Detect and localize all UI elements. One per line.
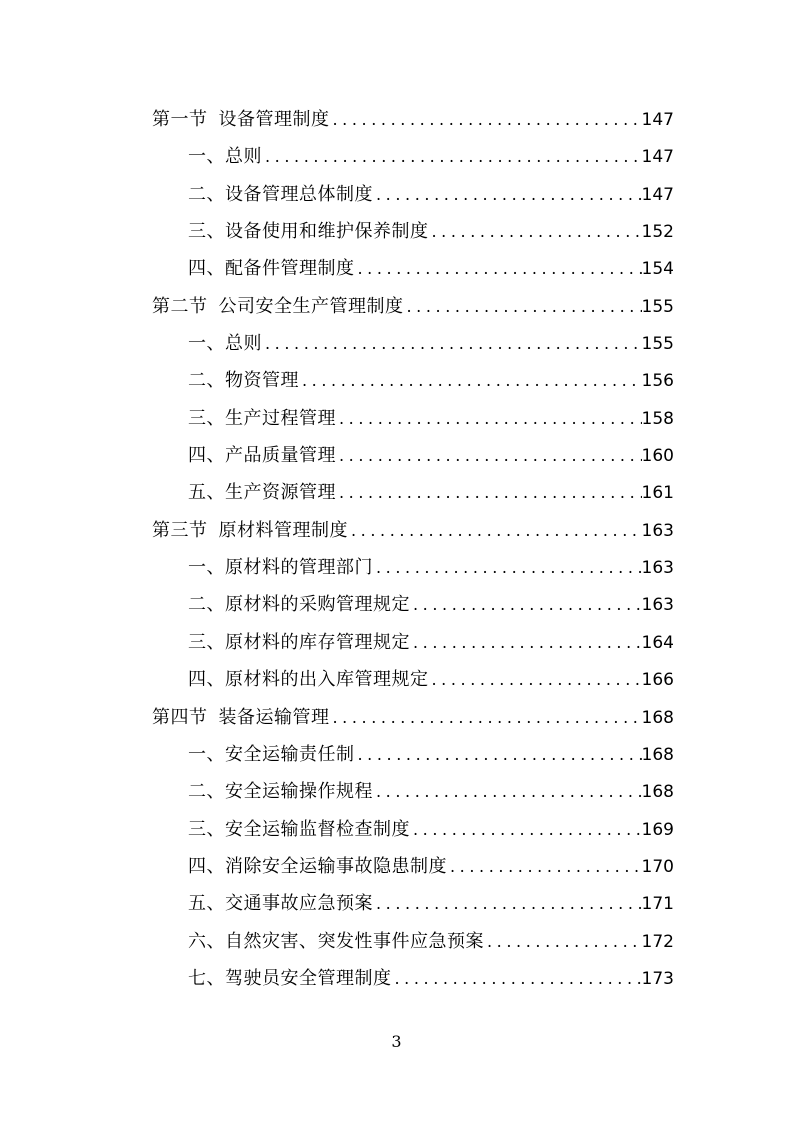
toc-entry-title: 一、安全运输责任制 — [188, 743, 355, 765]
toc-subsection-entry[interactable] — [152, 960, 674, 997]
toc-subsection-entry[interactable] — [152, 811, 674, 848]
dot-leader — [348, 512, 642, 549]
toc-subsection-entry[interactable] — [152, 586, 674, 623]
toc-entry-title: 二、物资管理 — [188, 370, 299, 392]
toc-section-entry[interactable] — [152, 288, 674, 325]
toc-subsection-entry[interactable] — [152, 400, 674, 437]
toc-entry-label — [152, 699, 330, 736]
toc-section-number: 第二节 — [152, 295, 208, 317]
dot-leader — [330, 101, 642, 138]
dot-leader — [336, 437, 642, 474]
toc-entry-title: 四、原材料的出入库管理规定 — [188, 669, 429, 691]
toc-subsection-entry[interactable] — [152, 250, 674, 287]
toc-entry-label — [152, 101, 330, 138]
toc-subsection-entry[interactable] — [152, 885, 674, 922]
toc-subsection-entry[interactable] — [152, 661, 674, 698]
toc-entry-title: 一、原材料的管理部门 — [188, 557, 373, 579]
toc-entry-title: 四、消除安全运输事故隐患制度 — [188, 855, 447, 877]
toc-section-entry[interactable] — [152, 512, 674, 549]
toc-section-number: 第四节 — [152, 706, 208, 728]
dot-leader — [429, 213, 642, 250]
toc-page-number: 173 — [641, 968, 674, 989]
toc-entry-title: 三、原材料的库存管理规定 — [188, 631, 410, 653]
toc-page-number: 161 — [641, 483, 674, 504]
dot-leader — [355, 250, 642, 287]
dot-leader — [429, 661, 642, 698]
dot-leader — [410, 586, 642, 623]
toc-page-number: 168 — [641, 782, 674, 803]
toc-page-number: 160 — [641, 446, 674, 467]
dot-leader — [484, 923, 642, 960]
toc-page-number: 147 — [641, 184, 674, 205]
toc-entry-title: 一、总则 — [188, 333, 262, 355]
dot-leader — [447, 848, 642, 885]
toc-entry-title: 五、交通事故应急预案 — [188, 893, 373, 915]
toc-page-number: 163 — [641, 520, 674, 541]
page-number: 3 — [391, 1032, 402, 1051]
toc-entry-title: 二、原材料的采购管理规定 — [188, 594, 410, 616]
toc-subsection-entry[interactable] — [152, 138, 674, 175]
toc-entry-title: 三、生产过程管理 — [188, 407, 336, 429]
toc-page-number: 168 — [641, 707, 674, 728]
toc-entry-title: 六、自然灾害、突发性事件应急预案 — [188, 930, 484, 952]
toc-page-number: 155 — [641, 296, 674, 317]
dot-leader — [262, 325, 642, 362]
toc-subsection-entry[interactable] — [152, 474, 674, 511]
toc-page-number: 152 — [641, 222, 674, 243]
toc-entry-title: 四、配备件管理制度 — [188, 258, 355, 280]
toc-subsection-entry[interactable] — [152, 213, 674, 250]
dot-leader — [336, 400, 642, 437]
toc-subsection-entry[interactable] — [152, 923, 674, 960]
toc-page-number: 147 — [641, 110, 674, 130]
toc-entry-title: 装备运输管理 — [218, 706, 330, 728]
toc-entry-title: 四、产品质量管理 — [188, 445, 336, 467]
toc-page-number: 156 — [641, 371, 674, 392]
toc-subsection-entry[interactable] — [152, 325, 674, 362]
toc-entry-title: 设备管理制度 — [218, 109, 330, 130]
toc-entry-label — [152, 512, 348, 549]
toc-entry-title: 七、驾驶员安全管理制度 — [188, 967, 392, 989]
toc-entry-label — [152, 288, 404, 325]
toc-page-number: 158 — [641, 408, 674, 429]
toc-entry-title: 一、总则 — [188, 146, 262, 168]
toc-subsection-entry[interactable] — [152, 437, 674, 474]
dot-leader — [373, 885, 642, 922]
toc-page-number: 164 — [641, 632, 674, 653]
toc-page-number: 171 — [641, 894, 674, 915]
dot-leader — [410, 811, 642, 848]
dot-leader — [355, 736, 642, 773]
toc-entry-title: 五、生产资源管理 — [188, 482, 336, 504]
dot-leader — [330, 699, 642, 736]
toc-entry-title: 二、设备管理总体制度 — [188, 183, 373, 205]
toc-page-number: 154 — [641, 259, 674, 280]
dot-leader — [262, 138, 642, 175]
toc-section-number: 第三节 — [152, 519, 208, 541]
toc-page-number: 155 — [641, 334, 674, 355]
toc-subsection-entry[interactable] — [152, 176, 674, 213]
toc-section-number: 第一节 — [152, 109, 208, 130]
toc-page-number: 172 — [641, 931, 674, 952]
toc-subsection-entry[interactable] — [152, 362, 674, 399]
toc-section-entry[interactable] — [152, 699, 674, 736]
toc-subsection-entry[interactable] — [152, 848, 674, 885]
toc-section-entry[interactable] — [152, 101, 674, 138]
toc-page-number: 163 — [641, 558, 674, 579]
toc-entry-title: 公司安全生产管理制度 — [218, 295, 404, 317]
toc-page-number: 147 — [641, 147, 674, 168]
dot-leader — [410, 624, 642, 661]
toc-page-number: 163 — [641, 595, 674, 616]
toc-subsection-entry[interactable] — [152, 773, 674, 810]
toc-page-number: 166 — [641, 670, 674, 691]
table-of-contents — [152, 101, 674, 997]
toc-subsection-entry[interactable] — [152, 736, 674, 773]
toc-subsection-entry[interactable] — [152, 624, 674, 661]
dot-leader — [392, 960, 642, 997]
toc-entry-title: 原材料管理制度 — [218, 519, 348, 541]
dot-leader — [373, 176, 642, 213]
toc-entry-title: 三、安全运输监督检查制度 — [188, 818, 410, 840]
dot-leader — [299, 362, 642, 399]
dot-leader — [336, 474, 642, 511]
toc-page-number: 168 — [641, 744, 674, 765]
toc-subsection-entry[interactable] — [152, 549, 674, 586]
toc-page-number: 169 — [641, 819, 674, 840]
dot-leader — [373, 549, 642, 586]
toc-entry-title: 三、设备使用和维护保养制度 — [188, 221, 429, 243]
dot-leader — [404, 288, 642, 325]
dot-leader — [373, 773, 642, 810]
toc-entry-title: 二、安全运输操作规程 — [188, 781, 373, 803]
toc-page-number: 170 — [641, 856, 674, 877]
